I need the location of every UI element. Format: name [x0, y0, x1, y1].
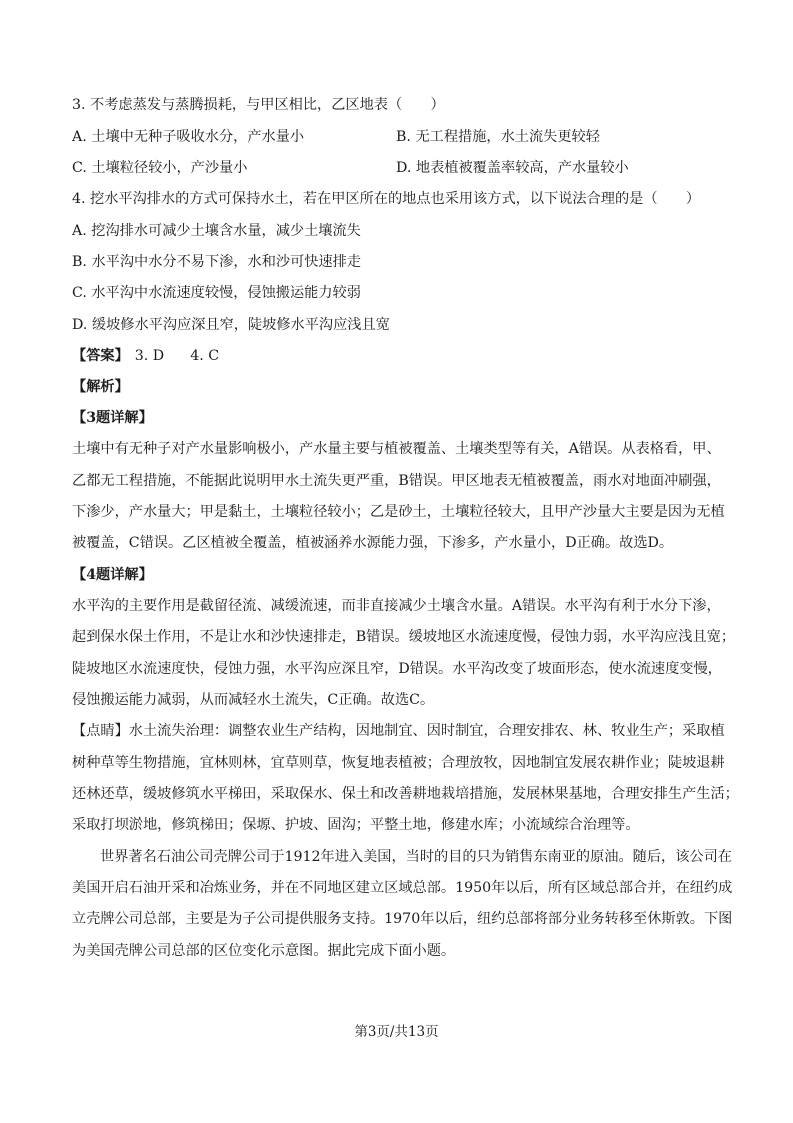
- detail4-line-4: 侵蚀搬运能力减弱，从而减轻水土流失，C正确。故选C。: [72, 692, 435, 708]
- detail4-line-3: 陡坡地区水流速度快，侵蚀力强，水平沟应深且窄，D错误。水平沟改变了坡面形态，使水流速度变慢，: [72, 661, 722, 677]
- note-line-2: 树种草等生物措施，宜林则林，宜草则草，恢复地表植被；合理放牧，因地制宜发展农耕作业；陡坡退耕: [72, 755, 725, 771]
- passage-line-2: 美国开启石油开采和冶炼业务，并在不同地区建立区域总部。1950年以后，所有区域总部合并，在纽约成: [72, 880, 733, 896]
- q3-option-a: A. 土壤中无种子吸收水分，产水量小: [72, 129, 305, 145]
- q4-option-b: B. 水平沟中水分不易下渗，水和沙可快速排走: [72, 254, 362, 270]
- q3-option-d: D. 地表植被覆盖率较高，产水量较小: [396, 160, 629, 176]
- page-number: 第3页/共13页: [354, 1024, 439, 1040]
- passage-line-3: 立壳牌公司总部，主要是为子公司提供服务支持。1970年以后，纽约总部将部分业务转移至休斯敦。下图: [72, 911, 733, 927]
- q3-option-c: C. 土壤粒径较小，产沙量小: [72, 160, 248, 176]
- answer-q3: 3. D: [134, 348, 165, 364]
- detail3-label: 【3题详解】: [72, 410, 153, 426]
- q3-option-b: B. 无工程措施，水土流失更较轻: [396, 129, 600, 145]
- answer-line: [72, 346, 732, 366]
- passage-line-1: 世界著名石油公司壳牌公司于1912年进入美国，当时的目的只为销售东南亚的原油。随后，该公司在: [100, 849, 732, 865]
- detail4-line-1: 水平沟的主要作用是截留径流、减缓流速，而非直接减少土壤含水量。A错误。水平沟有利于水分下渗，: [72, 598, 721, 614]
- detail4-line-2: 起到保水保土作用，不是让水和沙快速排走，B错误。缓坡地区水流速度慢，侵蚀力弱，水平沟应浅且宽；: [72, 629, 736, 645]
- detail4-label: 【4题详解】: [72, 567, 153, 583]
- q4-option-d: D. 缓坡修水平沟应深且窄，陡坡修水平沟应浅且宽: [72, 317, 390, 333]
- note-line-4: 采取打坝淤地，修筑梯田；保塬、护坡、固沟；平整土地，修建水库；小流域综合治理等。: [72, 817, 640, 833]
- answer-q4: 4. C: [190, 348, 220, 364]
- detail3-line-2: 乙都无工程措施，不能据此说明甲水土流失更严重，B错误。甲区地表无植被覆盖，雨水对地面冲刷强，: [72, 473, 721, 489]
- q3-stem: 3. 不考虑蒸发与蒸腾损耗，与甲区相比，乙区地表（ ）: [72, 97, 445, 113]
- passage-line-4: 为美国壳牌公司总部的区位变化示意图。据此完成下面小题。: [72, 943, 456, 959]
- note-line-1: 【点睛】水土流失治理：调整农业生产结构，因地制宜、因时制宜，合理安排农、林、牧业生产；采取植: [72, 723, 725, 739]
- q4-option-c: C. 水平沟中水流速度较慢，侵蚀搬运能力较弱: [72, 285, 361, 301]
- answer-label: 【答案】: [72, 348, 129, 364]
- q4-option-a: A. 挖沟排水可减少土壤含水量，减少土壤流失: [72, 223, 361, 239]
- analysis-label: 【解析】: [72, 379, 129, 395]
- detail3-line-4: 被覆盖，C错误。乙区植被全覆盖，植被涵养水源能力强，下渗多，产水量小，D正确。故选D。: [72, 535, 674, 551]
- note-line-3: 还林还草，缓坡修筑水平梯田，采取保水、保土和改善耕地栽培措施，发展林果基地，合理安排生产生活；: [72, 786, 739, 802]
- q4-stem: 4. 挖水平沟排水的方式可保持水土，若在甲区所在的地点也采用该方式，以下说法合理的是（ ）: [72, 191, 701, 207]
- detail3-line-1: 土壤中有无种子对产水量影响极小，产水量主要与植被覆盖、土壤类型等有关，A错误。从表格看，甲、: [72, 441, 721, 457]
- detail3-line-3: 下渗少，产水量大；甲是黏土，土壤粒径较小；乙是砂土，土壤粒径较大，且甲产沙量大主要是因为无植: [72, 504, 725, 520]
